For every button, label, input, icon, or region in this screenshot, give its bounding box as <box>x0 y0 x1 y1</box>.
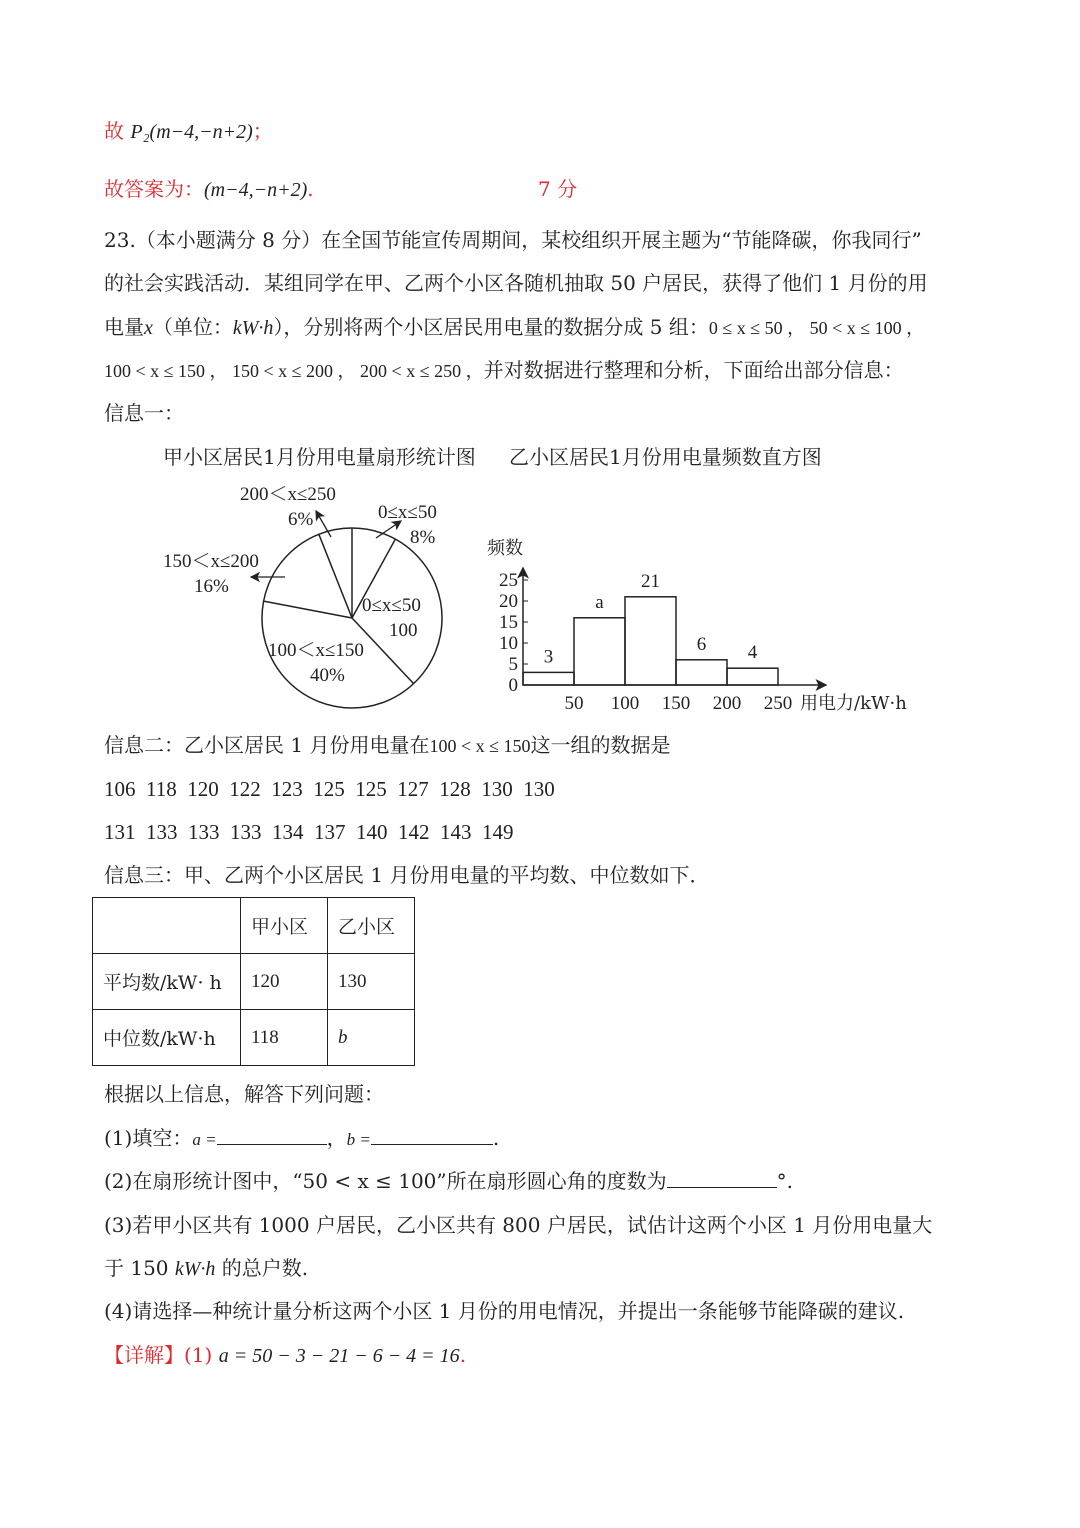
pie-value-50-100: 100 <box>389 620 418 641</box>
y-tick-label: 10 <box>499 633 518 654</box>
histogram-bar <box>625 597 676 685</box>
y-tick-label: 20 <box>499 591 518 612</box>
table-row <box>93 954 415 1010</box>
pie-value-200-250: 6% <box>288 509 314 530</box>
score-label: 7 分 <box>538 177 578 201</box>
histogram-bar <box>676 660 727 685</box>
x-tick-label: 200 <box>712 693 742 714</box>
table-header: 乙小区 <box>328 898 415 954</box>
pie-slice-border <box>264 601 352 618</box>
question-p1: 23.（本小题满分 8 分）在全国节能宣传周期间，某校组织开展主题为“节能降碳，你我同行” <box>104 228 922 252</box>
data-row-1: 106 118 120 122 123 125 125 127 128 130 130 <box>104 777 555 801</box>
math: x <box>144 317 153 339</box>
table-row <box>93 1010 415 1066</box>
y-tick-label: 0 <box>508 675 518 696</box>
info3: 信息三：甲、乙两个小区居民 1 月份用电量的平均数、中位数如下． <box>104 863 710 887</box>
math: a = 50 − 3 − 21 − 6 − 4 = 16 <box>218 1345 460 1367</box>
text: 故答案为： <box>104 177 204 201</box>
charts <box>0 0 1080 740</box>
x-tick-label: 150 <box>661 693 691 714</box>
info1-label: 信息一： <box>104 401 184 425</box>
histogram-bar <box>574 618 625 685</box>
pie-value-0-50: 8% <box>410 527 436 548</box>
math: 100 < x ≤ 150 <box>429 736 531 756</box>
histogram-bar <box>727 668 778 685</box>
pie-label-150-200: 150＜x≤200 <box>163 551 259 572</box>
solution <box>104 1343 466 1368</box>
math: a = <box>192 1130 217 1149</box>
bar-data-label: 3 <box>543 646 554 668</box>
bar-data-label: a <box>595 591 604 613</box>
pie-label-200-250: 200＜x≤250 <box>240 484 336 505</box>
answer-blank-b[interactable] <box>371 1126 493 1145</box>
text: 并对数据进行整理和分析，下面给出部分信息： <box>483 358 904 382</box>
table-cell: b <box>328 1010 415 1066</box>
table-header: 甲小区 <box>241 898 328 954</box>
text: (1)填空： <box>104 1126 193 1150</box>
text: ），分别将两个小区居民用电量的数据分成 5 组： <box>273 315 709 339</box>
table-header-row <box>93 898 415 954</box>
table-cell: 中位数/kW·h <box>93 1010 241 1066</box>
x-tick-label: 250 <box>763 693 793 714</box>
bar-data-label: 6 <box>696 633 707 655</box>
text: . <box>459 1343 467 1367</box>
text: （单位： <box>152 315 233 339</box>
question-p2: 的社会实践活动．某组同学在甲、乙两个小区各随机抽取 50 户居民，获得了他们 1 月份的用 <box>104 271 928 295</box>
pie-label-100-150: 100＜x≤150 <box>268 640 364 661</box>
text: . <box>307 177 314 201</box>
pie-label-50-100: 0≤x≤50 <box>362 595 421 616</box>
math: kW·h <box>232 317 274 339</box>
pie-chart-title: 甲小区居民1月份用电量扇形统计图 <box>163 445 476 469</box>
histogram-title: 乙小区居民1月份用电量频数直方图 <box>509 445 822 469</box>
text: 故 <box>104 119 124 143</box>
pie-value-100-150: 40% <box>310 665 345 686</box>
math: kW·h <box>174 1258 216 1280</box>
solution-tag: 【详解】(1) <box>104 1343 213 1367</box>
text: ； <box>252 119 273 143</box>
text: ， <box>326 1126 347 1150</box>
answer-blank-a[interactable] <box>217 1126 327 1145</box>
text: 信息二：乙小区居民 1 月份用电量在 <box>104 733 430 757</box>
math: P₂(m−4,−n+2) <box>130 121 253 143</box>
text: . <box>492 1126 500 1150</box>
x-tick-label: 100 <box>610 693 640 714</box>
text: 的总户数. <box>215 1256 309 1280</box>
answer-blank-angle[interactable] <box>667 1169 777 1188</box>
pie-slice-border <box>319 534 352 618</box>
pie-value-150-200: 16% <box>194 576 229 597</box>
text: 这一组的数据是 <box>530 733 671 757</box>
histogram-ylabel: 频数 <box>487 538 523 559</box>
y-tick-label: 15 <box>499 612 518 633</box>
table-cell <box>93 898 241 954</box>
pie-chart <box>262 528 442 708</box>
math: (m−4,−n+2) <box>204 179 308 201</box>
y-tick-label: 25 <box>499 570 518 591</box>
math: b = <box>346 1130 371 1149</box>
math: 100 < x ≤ 150 ， 150 < x ≤ 200 ， 200 < x ≤ 250 ， <box>104 361 484 381</box>
table-cell: 120 <box>241 954 328 1010</box>
task-2 <box>104 1169 793 1193</box>
text: (2)在扇形统计图中，“50 < x ≤ 100”所在扇形圆心角的度数为 <box>104 1169 667 1193</box>
info2 <box>104 733 670 758</box>
bar-data-label: 4 <box>747 642 758 664</box>
histogram-bar <box>523 672 574 685</box>
table-cell: 平均数/kW· h <box>93 954 241 1010</box>
data-row-2: 131 133 133 133 134 137 140 142 143 149 <box>104 820 514 844</box>
task-3b <box>104 1256 308 1281</box>
text: 于 150 <box>104 1256 175 1280</box>
stats-table <box>92 897 415 1066</box>
y-tick-label: 5 <box>508 654 518 675</box>
x-tick-label: 50 <box>564 693 584 714</box>
histogram <box>499 568 826 714</box>
pie-label-0-50: 0≤x≤50 <box>378 502 437 523</box>
table-cell: 118 <box>241 1010 328 1066</box>
histogram-xlabel: 用电力/kW·h <box>800 693 907 714</box>
task-4: (4)请选择—种统计量分析这两个小区 1 月份的用电情况，并提出一条能够节能降碳的建议. <box>104 1299 905 1323</box>
text: °. <box>776 1169 793 1193</box>
task-1 <box>104 1126 499 1152</box>
bar-data-label: 21 <box>641 570 660 592</box>
math: 0 ≤ x ≤ 50 ， 50 < x ≤ 100 ， <box>708 318 925 338</box>
text: 电量 <box>104 315 144 339</box>
table-cell: 130 <box>328 954 415 1010</box>
task-3a: (3)若甲小区共有 1000 户居民，乙小区共有 800 户居民，试估计这两个小区 1 月份用电量大 <box>104 1213 933 1237</box>
tasks-intro: 根据以上信息，解答下列问题： <box>104 1082 384 1106</box>
